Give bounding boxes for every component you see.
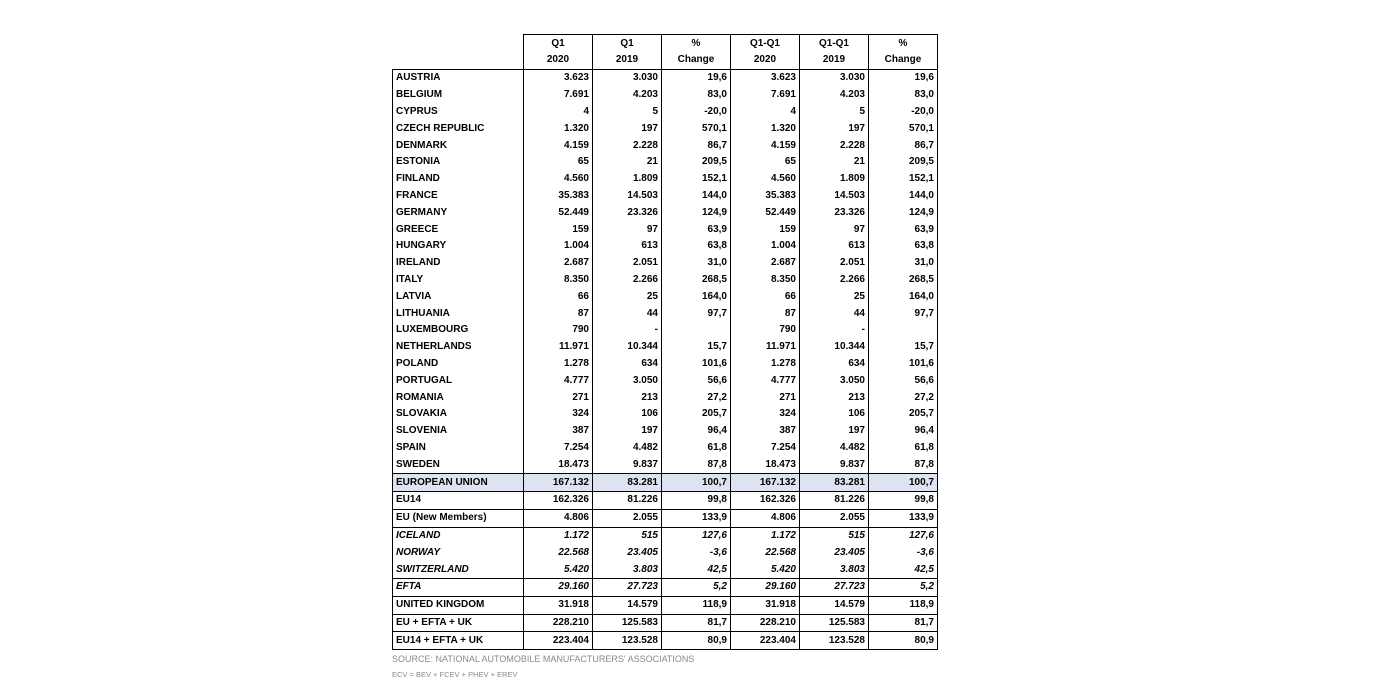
cell-value: 4.482 (800, 440, 869, 457)
cell-value: 3.623 (524, 70, 593, 87)
cell-value: 23.405 (800, 544, 869, 561)
table-row (393, 474, 938, 492)
row-label: FRANCE (393, 188, 524, 205)
table-row (393, 544, 938, 561)
cell-value: 9.837 (593, 456, 662, 473)
cell-value: 124,9 (869, 204, 938, 221)
row-label: EUROPEAN UNION (393, 474, 524, 492)
cell-value: 152,1 (662, 171, 731, 188)
cell-value: 27.723 (593, 578, 662, 596)
cell-value: 228.210 (731, 614, 800, 632)
cell-value: 209,5 (662, 154, 731, 171)
cell-value: 213 (800, 389, 869, 406)
row-label: AUSTRIA (393, 70, 524, 87)
cell-value: 66 (524, 288, 593, 305)
cell-value: 4.560 (731, 171, 800, 188)
cell-value: 133,9 (662, 509, 731, 527)
row-label: ICELAND (393, 527, 524, 544)
cell-value: - (800, 322, 869, 339)
table-row (393, 305, 938, 322)
table-row (393, 322, 938, 339)
cell-value: 97 (593, 221, 662, 238)
cell-value: 27,2 (662, 389, 731, 406)
header-q1-2019: Q1 2019 (593, 35, 662, 70)
cell-value: 167.132 (731, 474, 800, 492)
cell-value: 80,9 (662, 632, 731, 650)
cell-value: 4.203 (800, 87, 869, 104)
table-row (393, 188, 938, 205)
cell-value: 15,7 (662, 339, 731, 356)
table-row (393, 491, 938, 509)
cell-value: 164,0 (869, 288, 938, 305)
table-row (393, 356, 938, 373)
cell-value: 3.030 (800, 70, 869, 87)
header-ytd-2019: Q1-Q1 2019 (800, 35, 869, 70)
cell-value: 87,8 (662, 456, 731, 473)
cell-value: 19,6 (662, 70, 731, 87)
cell-value: 100,7 (869, 474, 938, 492)
cell-value: 31.918 (524, 596, 593, 614)
table-row (393, 154, 938, 171)
cell-value: 4 (731, 104, 800, 121)
cell-value: 123.528 (800, 632, 869, 650)
cell-value: 3.030 (593, 70, 662, 87)
cell-value: 4 (524, 104, 593, 121)
cell-value: 2.687 (731, 255, 800, 272)
cell-value: 164,0 (662, 288, 731, 305)
row-label: EU + EFTA + UK (393, 614, 524, 632)
cell-value: 4.560 (524, 171, 593, 188)
cell-value: 223.404 (524, 632, 593, 650)
cell-value: 162.326 (731, 491, 800, 509)
row-label: CZECH REPUBLIC (393, 120, 524, 137)
row-label: SPAIN (393, 440, 524, 457)
header-blank (393, 35, 524, 70)
cell-value: 4.777 (731, 372, 800, 389)
cell-value: 4.159 (524, 137, 593, 154)
cell-value: 35.383 (524, 188, 593, 205)
cell-value: 100,7 (662, 474, 731, 492)
table-row (393, 221, 938, 238)
cell-value: 324 (731, 406, 800, 423)
row-label: ESTONIA (393, 154, 524, 171)
cell-value: 8.350 (731, 272, 800, 289)
cell-value: 3.050 (593, 372, 662, 389)
cell-value: 123.528 (593, 632, 662, 650)
header-q1-2020: Q1 2020 (524, 35, 593, 70)
row-label: FINLAND (393, 171, 524, 188)
table-body (393, 70, 938, 650)
cell-value: 63,8 (662, 238, 731, 255)
cell-value: 25 (800, 288, 869, 305)
cell-value: 3.803 (593, 561, 662, 578)
cell-value: 22.568 (731, 544, 800, 561)
cell-value: 127,6 (869, 527, 938, 544)
cell-value: 205,7 (869, 406, 938, 423)
cell-value: 127,6 (662, 527, 731, 544)
row-label: HUNGARY (393, 238, 524, 255)
row-label: SWITZERLAND (393, 561, 524, 578)
cell-value: 22.568 (524, 544, 593, 561)
row-label: LITHUANIA (393, 305, 524, 322)
cell-value: -3,6 (869, 544, 938, 561)
cell-value: 790 (731, 322, 800, 339)
cell-value: 83,0 (662, 87, 731, 104)
cell-value: 144,0 (662, 188, 731, 205)
cell-value: 97,7 (662, 305, 731, 322)
cell-value: 106 (593, 406, 662, 423)
cell-value: 31,0 (662, 255, 731, 272)
cell-value: 99,8 (662, 491, 731, 509)
cell-value: 2.266 (800, 272, 869, 289)
cell-value: 790 (524, 322, 593, 339)
cell-value: 7.691 (524, 87, 593, 104)
cell-value: 1.172 (524, 527, 593, 544)
cell-value: 31.918 (731, 596, 800, 614)
cell-value: 5 (593, 104, 662, 121)
cell-value: 44 (800, 305, 869, 322)
cell-value: 27,2 (869, 389, 938, 406)
table-row (393, 288, 938, 305)
cell-value: 19,6 (869, 70, 938, 87)
cell-value: 23.405 (593, 544, 662, 561)
cell-value: 634 (593, 356, 662, 373)
cell-value: 61,8 (662, 440, 731, 457)
cell-value: 228.210 (524, 614, 593, 632)
cell-value: 387 (524, 423, 593, 440)
cell-value: 23.326 (593, 204, 662, 221)
cell-value: 27.723 (800, 578, 869, 596)
cell-value: 570,1 (662, 120, 731, 137)
table-row (393, 120, 938, 137)
cell-value: 197 (593, 120, 662, 137)
table-row (393, 238, 938, 255)
cell-value: 3.623 (731, 70, 800, 87)
cell-value: 4.203 (593, 87, 662, 104)
row-label: ROMANIA (393, 389, 524, 406)
cell-value: 83,0 (869, 87, 938, 104)
cell-value: 7.254 (524, 440, 593, 457)
cell-value: 10.344 (593, 339, 662, 356)
cell-value: 29.160 (731, 578, 800, 596)
table-row (393, 423, 938, 440)
cell-value: 4.159 (731, 137, 800, 154)
table-row (393, 137, 938, 154)
table-row (393, 171, 938, 188)
cell-value: 99,8 (869, 491, 938, 509)
cell-value: 387 (731, 423, 800, 440)
table-row (393, 339, 938, 356)
table-row (393, 389, 938, 406)
cell-value: 7.691 (731, 87, 800, 104)
cell-value: 81.226 (593, 491, 662, 509)
cell-value: 7.254 (731, 440, 800, 457)
cell-value: 11.971 (731, 339, 800, 356)
cell-value: 56,6 (869, 372, 938, 389)
table-row (393, 255, 938, 272)
table-row (393, 632, 938, 650)
cell-value: -20,0 (869, 104, 938, 121)
cell-value: 81,7 (662, 614, 731, 632)
cell-value (869, 322, 938, 339)
cell-value: 118,9 (662, 596, 731, 614)
cell-value: 52.449 (524, 204, 593, 221)
header-change-ytd: % Change (869, 35, 938, 70)
cell-value: 3.803 (800, 561, 869, 578)
cell-value: 4.806 (524, 509, 593, 527)
cell-value: 1.809 (800, 171, 869, 188)
cell-value: 268,5 (662, 272, 731, 289)
cell-value: 197 (593, 423, 662, 440)
cell-value: 10.344 (800, 339, 869, 356)
row-label: SLOVENIA (393, 423, 524, 440)
cell-value: 1.320 (524, 120, 593, 137)
cell-value: 14.503 (593, 188, 662, 205)
cell-value: 35.383 (731, 188, 800, 205)
cell-value: 65 (731, 154, 800, 171)
cell-value: 1.004 (524, 238, 593, 255)
cell-value: 570,1 (869, 120, 938, 137)
table-row (393, 272, 938, 289)
cell-value: 4.806 (731, 509, 800, 527)
table-row (393, 204, 938, 221)
cell-value: 86,7 (662, 137, 731, 154)
cell-value: 5 (800, 104, 869, 121)
cell-value: - (593, 322, 662, 339)
row-label: SLOVAKIA (393, 406, 524, 423)
cell-value: 83.281 (800, 474, 869, 492)
cell-value: 42,5 (662, 561, 731, 578)
table-row (393, 372, 938, 389)
cell-value: 2.266 (593, 272, 662, 289)
table-row (393, 561, 938, 578)
cell-value: 209,5 (869, 154, 938, 171)
cell-value: 42,5 (869, 561, 938, 578)
cell-value: 1.278 (731, 356, 800, 373)
row-label: EU (New Members) (393, 509, 524, 527)
cell-value: 159 (524, 221, 593, 238)
cell-value: 1.004 (731, 238, 800, 255)
row-label: UNITED KINGDOM (393, 596, 524, 614)
table-row (393, 406, 938, 423)
cell-value (662, 322, 731, 339)
cell-value: 66 (731, 288, 800, 305)
header-change-q1: % Change (662, 35, 731, 70)
cell-value: 271 (731, 389, 800, 406)
cell-value: 162.326 (524, 491, 593, 509)
table-row (393, 87, 938, 104)
cell-value: 101,6 (662, 356, 731, 373)
cell-value: 515 (593, 527, 662, 544)
cell-value: 223.404 (731, 632, 800, 650)
cell-value: 81.226 (800, 491, 869, 509)
row-label: BELGIUM (393, 87, 524, 104)
row-label: SWEDEN (393, 456, 524, 473)
cell-value: 52.449 (731, 204, 800, 221)
row-label: GERMANY (393, 204, 524, 221)
table-row (393, 456, 938, 473)
cell-value: 86,7 (869, 137, 938, 154)
cell-value: 9.837 (800, 456, 869, 473)
cell-value: 5,2 (869, 578, 938, 596)
cell-value: 14.579 (800, 596, 869, 614)
cell-value: 634 (800, 356, 869, 373)
cell-value: 4.482 (593, 440, 662, 457)
cell-value: 65 (524, 154, 593, 171)
cell-value: 56,6 (662, 372, 731, 389)
cell-value: 2.228 (593, 137, 662, 154)
cell-value: 118,9 (869, 596, 938, 614)
source-note: SOURCE: NATIONAL AUTOMOBILE MANUFACTURERS' ASSOCIATIONS (392, 654, 695, 665)
cell-value: 2.051 (593, 255, 662, 272)
cell-value: 4.777 (524, 372, 593, 389)
cell-value: 21 (800, 154, 869, 171)
header-ytd-2020: Q1-Q1 2020 (731, 35, 800, 70)
cell-value: -3,6 (662, 544, 731, 561)
cell-value: -20,0 (662, 104, 731, 121)
cell-value: 23.326 (800, 204, 869, 221)
cell-value: 3.050 (800, 372, 869, 389)
cell-value: 133,9 (869, 509, 938, 527)
cell-value: 271 (524, 389, 593, 406)
cell-value: 2.687 (524, 255, 593, 272)
cell-value: 15,7 (869, 339, 938, 356)
cell-value: 96,4 (662, 423, 731, 440)
cell-value: 1.809 (593, 171, 662, 188)
cell-value: 61,8 (869, 440, 938, 457)
cell-value: 205,7 (662, 406, 731, 423)
row-label: EU14 (393, 491, 524, 509)
cell-value: 44 (593, 305, 662, 322)
row-label: LATVIA (393, 288, 524, 305)
row-label: EFTA (393, 578, 524, 596)
cell-value: 197 (800, 423, 869, 440)
cell-value: 106 (800, 406, 869, 423)
cell-value: 152,1 (869, 171, 938, 188)
table-row (393, 578, 938, 596)
cell-value: 87 (524, 305, 593, 322)
cell-value: 31,0 (869, 255, 938, 272)
cell-value: 97 (800, 221, 869, 238)
cell-value: 5.420 (524, 561, 593, 578)
cell-value: 1.172 (731, 527, 800, 544)
table-row (393, 440, 938, 457)
cell-value: 5,2 (662, 578, 731, 596)
cell-value: 197 (800, 120, 869, 137)
cell-value: 144,0 (869, 188, 938, 205)
registrations-table (392, 34, 938, 650)
cell-value: 1.320 (731, 120, 800, 137)
cell-value: 1.278 (524, 356, 593, 373)
cell-value: 125.583 (800, 614, 869, 632)
row-label: POLAND (393, 356, 524, 373)
row-label: LUXEMBOURG (393, 322, 524, 339)
cell-value: 5.420 (731, 561, 800, 578)
cell-value: 2.228 (800, 137, 869, 154)
cell-value: 8.350 (524, 272, 593, 289)
row-label: PORTUGAL (393, 372, 524, 389)
row-label: GREECE (393, 221, 524, 238)
cell-value: 2.055 (800, 509, 869, 527)
row-label: IRELAND (393, 255, 524, 272)
cell-value: 14.503 (800, 188, 869, 205)
cell-value: 167.132 (524, 474, 593, 492)
cell-value: 124,9 (662, 204, 731, 221)
cell-value: 87 (731, 305, 800, 322)
cell-value: 21 (593, 154, 662, 171)
table-row (393, 614, 938, 632)
row-label: ITALY (393, 272, 524, 289)
cell-value: 2.055 (593, 509, 662, 527)
table-row (393, 70, 938, 87)
table-row (393, 596, 938, 614)
cell-value: 25 (593, 288, 662, 305)
footnote: ECV = BEV + FCEV + PHEV + EREV (392, 670, 518, 680)
row-label: EU14 + EFTA + UK (393, 632, 524, 650)
cell-value: 515 (800, 527, 869, 544)
row-label: CYPRUS (393, 104, 524, 121)
cell-value: 18.473 (731, 456, 800, 473)
table-row (393, 509, 938, 527)
cell-value: 213 (593, 389, 662, 406)
cell-value: 63,9 (662, 221, 731, 238)
cell-value: 63,8 (869, 238, 938, 255)
cell-value: 81,7 (869, 614, 938, 632)
cell-value: 14.579 (593, 596, 662, 614)
cell-value: 324 (524, 406, 593, 423)
cell-value: 2.051 (800, 255, 869, 272)
cell-value: 613 (593, 238, 662, 255)
cell-value: 97,7 (869, 305, 938, 322)
cell-value: 11.971 (524, 339, 593, 356)
cell-value: 29.160 (524, 578, 593, 596)
cell-value: 63,9 (869, 221, 938, 238)
table-row (393, 104, 938, 121)
cell-value: 268,5 (869, 272, 938, 289)
table-row (393, 527, 938, 544)
cell-value: 159 (731, 221, 800, 238)
cell-value: 125.583 (593, 614, 662, 632)
cell-value: 87,8 (869, 456, 938, 473)
header-row (393, 35, 938, 70)
row-label: NORWAY (393, 544, 524, 561)
cell-value: 96,4 (869, 423, 938, 440)
cell-value: 101,6 (869, 356, 938, 373)
cell-value: 18.473 (524, 456, 593, 473)
cell-value: 83.281 (593, 474, 662, 492)
cell-value: 613 (800, 238, 869, 255)
cell-value: 80,9 (869, 632, 938, 650)
row-label: DENMARK (393, 137, 524, 154)
row-label: NETHERLANDS (393, 339, 524, 356)
document (392, 34, 937, 679)
